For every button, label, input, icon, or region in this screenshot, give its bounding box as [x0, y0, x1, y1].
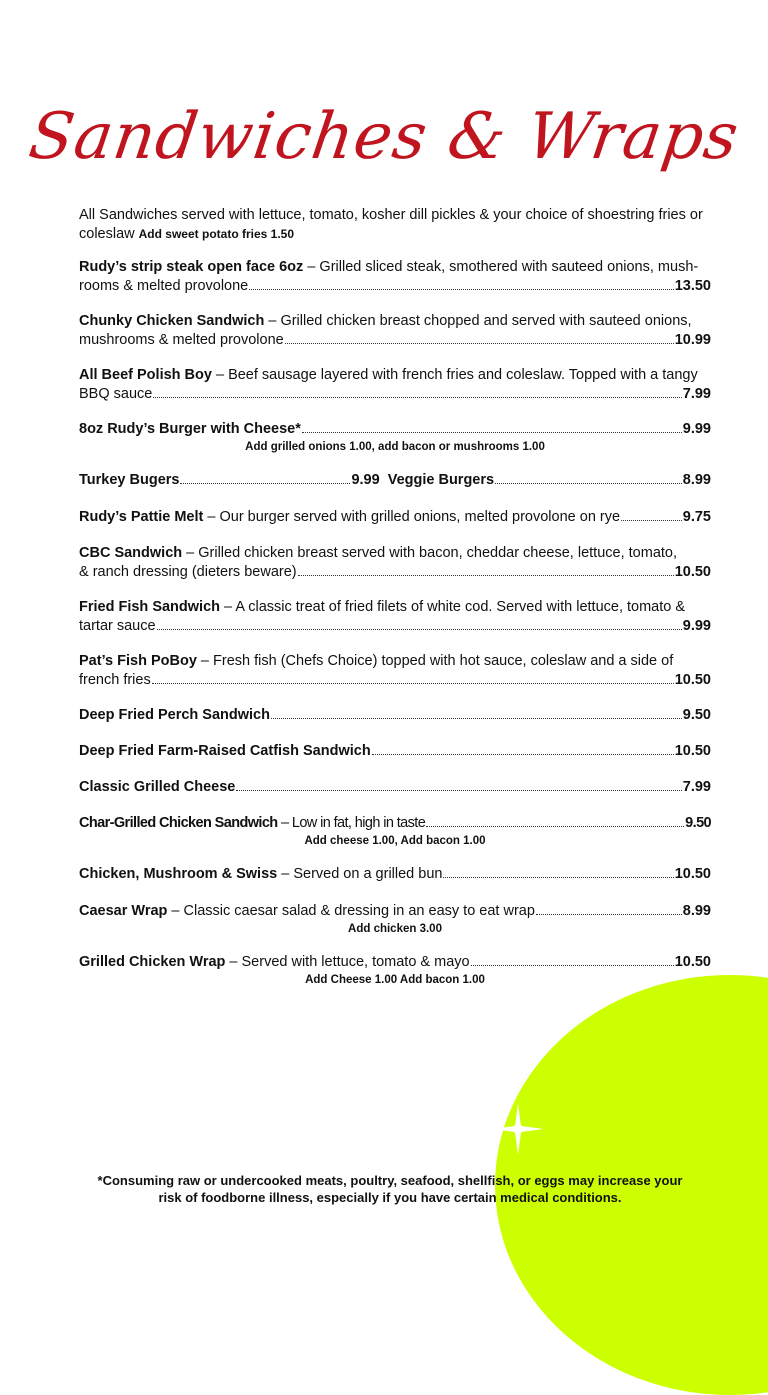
item-description-cont: tartar sauce — [79, 617, 156, 634]
item-addon: Add grilled onions 1.00, add bacon or mushrooms 1.00 — [245, 440, 545, 453]
item-description-cont: BBQ sauce — [79, 385, 153, 402]
item-name: Fried Fish Sandwich — [79, 599, 220, 615]
item-price: 9.99 — [682, 421, 711, 437]
item-price: 9.50 — [685, 815, 711, 831]
item-description: – Grilled chicken breast chopped and served with sauteed onions, — [264, 313, 692, 329]
item-description: – Served with lettuce, tomato & mayo — [225, 954, 470, 970]
menu-item — [79, 312, 711, 349]
item-price: 13.50 — [674, 277, 711, 294]
item-price: 10.50 — [674, 743, 711, 759]
item-price: 10.50 — [674, 954, 711, 970]
item-price: 9.99 — [351, 472, 380, 488]
menu-item — [79, 778, 711, 797]
item-price: 9.99 — [682, 617, 711, 634]
menu-item — [79, 420, 711, 454]
item-price-2: 8.99 — [682, 472, 711, 488]
page-title: Sandwiches & Wraps — [24, 100, 744, 174]
item-name: Rudy’s Pattie Melt — [79, 509, 204, 525]
item-price: 10.50 — [674, 866, 711, 882]
menu-item — [79, 814, 711, 848]
menu-item — [79, 652, 711, 689]
item-name: Chunky Chicken Sandwich — [79, 313, 265, 329]
item-price: 7.99 — [682, 779, 711, 795]
item-name: Pat’s Fish PoBoy — [79, 653, 197, 669]
menu-item — [79, 865, 711, 884]
item-price: 7.99 — [682, 385, 711, 402]
item-description-cont: & ranch dressing (dieters beware) — [79, 563, 297, 580]
item-description: – Classic caesar salad & dressing in an easy to eat wrap — [167, 903, 535, 919]
item-name: Rudy’s strip steak open face 6oz — [79, 259, 304, 275]
item-name: Turkey Bugers — [79, 472, 180, 488]
item-name: Deep Fried Farm-Raised Catfish Sandwich — [79, 743, 371, 759]
item-description-cont: mushrooms & melted provolone — [79, 331, 284, 348]
item-name: Grilled Chicken Wrap — [79, 954, 226, 970]
disclaimer-line-1: *Consuming raw or undercooked meats, poultry, seafood, shellfish, or eggs may increase your — [97, 1173, 683, 1188]
disclaimer-line-2: risk of foodborne illness, especially if you have certain medical conditions. — [158, 1190, 622, 1205]
intro-note: Add sweet potato fries 1.50 — [138, 227, 295, 241]
item-price: 10.99 — [674, 331, 711, 348]
menu-item — [79, 598, 711, 635]
menu-item — [79, 366, 711, 403]
item-price: 8.99 — [682, 903, 711, 919]
menu-item — [79, 953, 711, 987]
item-description: – Our burger served with grilled onions, melted provolone on rye — [203, 509, 621, 525]
item-description: – Fresh fish (Chefs Choice) topped with hot sauce, coleslaw and a side of — [196, 653, 674, 669]
health-disclaimer — [60, 1172, 720, 1206]
item-description: – Served on a grilled bun — [277, 866, 443, 882]
item-name-2: Veggie Burgers — [387, 472, 495, 488]
item-price: 10.50 — [674, 563, 711, 580]
menu-item — [79, 706, 711, 725]
intro-description: All Sandwiches served with lettuce, tomato, kosher dill pickles & your choice of shoestring fries or coleslaw — [79, 207, 703, 242]
item-name: Deep Fried Perch Sandwich — [79, 707, 270, 723]
item-description: – A classic treat of fried filets of white cod. Served with lettuce, tomato & — [220, 599, 686, 615]
item-name: 8oz Rudy’s Burger with Cheese* — [79, 421, 301, 437]
item-description: – Grilled sliced steak, smothered with sauteed onions, mush- — [303, 259, 699, 275]
menu-item — [79, 902, 711, 936]
item-price: 10.50 — [674, 671, 711, 688]
item-description-cont: french fries — [79, 671, 151, 688]
item-name: Chicken, Mushroom & Swiss — [79, 866, 278, 882]
item-addon: Add chicken 3.00 — [348, 922, 442, 935]
item-name: Char-Grilled Chicken Sandwich — [79, 815, 278, 831]
item-description: – Grilled chicken breast served with bacon, cheddar cheese, lettuce, tomato, — [182, 545, 678, 561]
item-price: 9.50 — [682, 707, 711, 723]
intro-text — [79, 206, 719, 244]
menu-item — [79, 544, 711, 581]
item-name: CBC Sandwich — [79, 545, 183, 561]
menu-item — [79, 258, 711, 295]
item-addon: Add Cheese 1.00 Add bacon 1.00 — [305, 973, 485, 986]
item-description-cont: rooms & melted provolone — [79, 277, 249, 294]
item-name: All Beef Polish Boy — [79, 367, 212, 383]
menu-item — [79, 742, 711, 761]
menu-item — [79, 471, 711, 490]
sparkle-icon — [492, 1103, 544, 1155]
item-name: Caesar Wrap — [79, 903, 168, 919]
item-name: Classic Grilled Cheese — [79, 779, 236, 795]
item-price: 9.75 — [682, 509, 711, 525]
menu-item — [79, 508, 711, 527]
item-description: – Beef sausage layered with french fries and coleslaw. Topped with a tangy — [211, 367, 698, 383]
item-addon: Add cheese 1.00, Add bacon 1.00 — [304, 834, 486, 847]
item-description: – Low in fat, high in taste — [277, 815, 426, 831]
